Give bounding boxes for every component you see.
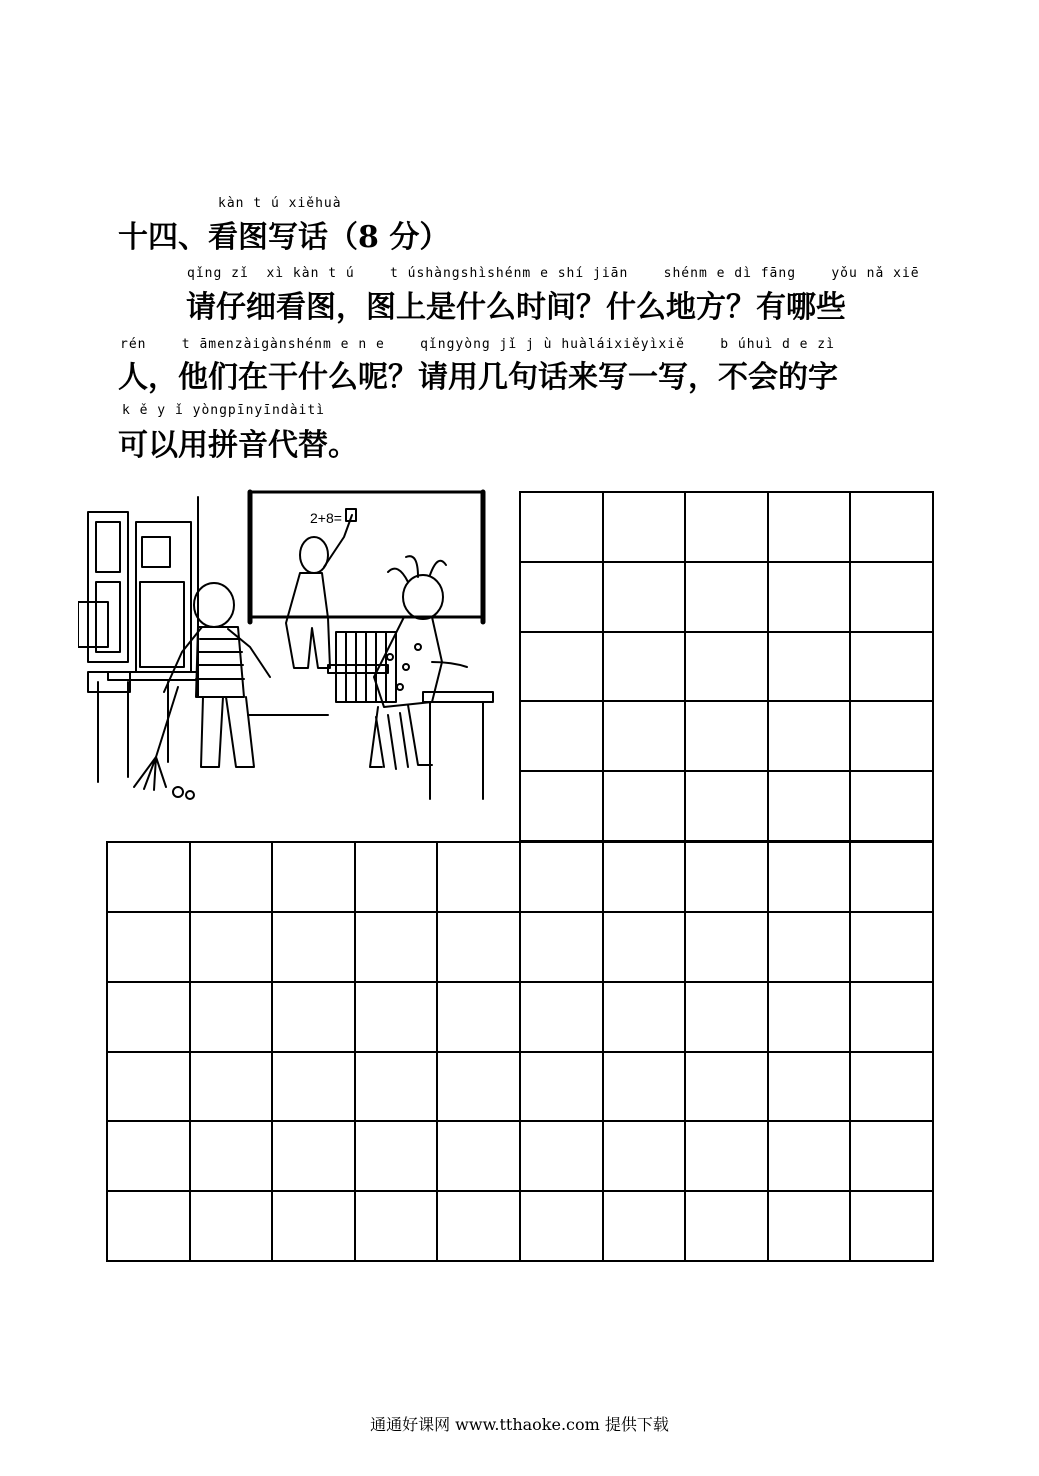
grid-cell[interactable]	[521, 493, 604, 563]
grid-cell[interactable]	[108, 843, 191, 913]
grid-cell[interactable]	[273, 1122, 356, 1192]
grid-cell[interactable]	[273, 983, 356, 1053]
grid-cell[interactable]	[521, 702, 604, 772]
instruction-pinyin-2: rén t āmenzàigànshénm e n e qǐngyòng jǐ j ù huàláixiěyìxiě b úhuì d e zì	[120, 337, 835, 352]
grid-cell[interactable]	[686, 913, 769, 983]
grid-cell[interactable]	[851, 702, 934, 772]
grid-cell[interactable]	[604, 1192, 687, 1262]
grid-cell[interactable]	[356, 1053, 439, 1123]
grid-cell[interactable]	[686, 702, 769, 772]
grid-cell[interactable]	[356, 1122, 439, 1192]
grid-cell[interactable]	[769, 772, 852, 842]
grid-cell[interactable]	[521, 1053, 604, 1123]
grid-cell[interactable]	[769, 1053, 852, 1123]
grid-cell[interactable]	[521, 843, 604, 913]
grid-cell[interactable]	[108, 1053, 191, 1123]
grid-cell[interactable]	[686, 1122, 769, 1192]
grid-cell[interactable]	[191, 913, 274, 983]
grid-cell[interactable]	[273, 913, 356, 983]
instruction-line-1: 请仔细看图，图上是什么时间？什么地方？有哪些	[186, 290, 846, 325]
grid-cell[interactable]	[356, 843, 439, 913]
grid-cell[interactable]	[686, 493, 769, 563]
grid-cell[interactable]	[851, 633, 934, 703]
grid-cell[interactable]	[769, 843, 852, 913]
grid-cell[interactable]	[851, 1122, 934, 1192]
writing-grid-top[interactable]	[519, 491, 934, 842]
grid-cell[interactable]	[769, 493, 852, 563]
footer-credit: 通通好课网 www.tthaoke.com 提供下载	[370, 1415, 669, 1434]
grid-cell[interactable]	[521, 563, 604, 633]
heading-pinyin: kàn t ú xiěhuà	[218, 196, 342, 211]
grid-cell[interactable]	[604, 702, 687, 772]
grid-cell[interactable]	[604, 633, 687, 703]
grid-cell[interactable]	[686, 563, 769, 633]
grid-cell[interactable]	[108, 1122, 191, 1192]
grid-cell[interactable]	[851, 563, 934, 633]
classroom-illustration	[78, 487, 498, 805]
grid-cell[interactable]	[686, 772, 769, 842]
grid-cell[interactable]	[521, 772, 604, 842]
grid-cell[interactable]	[438, 983, 521, 1053]
grid-cell[interactable]	[686, 1053, 769, 1123]
grid-cell[interactable]	[191, 1192, 274, 1262]
grid-cell[interactable]	[604, 1122, 687, 1192]
grid-cell[interactable]	[191, 983, 274, 1053]
grid-cell[interactable]	[521, 1192, 604, 1262]
grid-cell[interactable]	[438, 913, 521, 983]
grid-cell[interactable]	[438, 1053, 521, 1123]
grid-cell[interactable]	[438, 843, 521, 913]
grid-cell[interactable]	[851, 983, 934, 1053]
instruction-line-3: 可以用拼音代替。	[118, 428, 358, 463]
section-heading: 十四、看图写话（8 分）	[118, 220, 450, 255]
grid-cell[interactable]	[604, 843, 687, 913]
grid-cell[interactable]	[769, 983, 852, 1053]
grid-cell[interactable]	[851, 772, 934, 842]
grid-cell[interactable]	[851, 913, 934, 983]
writing-grid-bottom[interactable]	[106, 841, 934, 1262]
grid-cell[interactable]	[604, 1053, 687, 1123]
grid-cell[interactable]	[604, 493, 687, 563]
grid-cell[interactable]	[521, 633, 604, 703]
instruction-pinyin-3: k ě y ǐ yòngpīnyīndàitì	[122, 403, 326, 418]
grid-cell[interactable]	[686, 633, 769, 703]
grid-cell[interactable]	[851, 493, 934, 563]
grid-cell[interactable]	[604, 983, 687, 1053]
grid-cell[interactable]	[604, 563, 687, 633]
grid-cell[interactable]	[191, 843, 274, 913]
grid-cell[interactable]	[769, 1192, 852, 1262]
grid-cell[interactable]	[686, 983, 769, 1053]
grid-cell[interactable]	[851, 1192, 934, 1262]
grid-cell[interactable]	[438, 1192, 521, 1262]
grid-cell[interactable]	[438, 1122, 521, 1192]
grid-cell[interactable]	[521, 983, 604, 1053]
grid-cell[interactable]	[191, 1053, 274, 1123]
grid-cell[interactable]	[686, 1192, 769, 1262]
grid-cell[interactable]	[108, 1192, 191, 1262]
grid-cell[interactable]	[851, 843, 934, 913]
grid-cell[interactable]	[356, 913, 439, 983]
grid-cell[interactable]	[521, 1122, 604, 1192]
grid-cell[interactable]	[108, 983, 191, 1053]
grid-cell[interactable]	[686, 843, 769, 913]
grid-cell[interactable]	[108, 913, 191, 983]
grid-cell[interactable]	[356, 983, 439, 1053]
grid-cell[interactable]	[769, 633, 852, 703]
grid-cell[interactable]	[273, 1192, 356, 1262]
grid-cell[interactable]	[356, 1192, 439, 1262]
blackboard-equation: 2+8=	[310, 510, 342, 526]
grid-cell[interactable]	[769, 563, 852, 633]
grid-cell[interactable]	[851, 1053, 934, 1123]
grid-cell[interactable]	[273, 843, 356, 913]
instruction-line-2: 人，他们在干什么呢？请用几句话来写一写，不会的字	[118, 360, 838, 395]
grid-cell[interactable]	[273, 1053, 356, 1123]
grid-cell[interactable]	[769, 1122, 852, 1192]
grid-cell[interactable]	[191, 1122, 274, 1192]
instruction-pinyin-1: qǐng zǐ xì kàn t ú t úshàngshìshénm e shí jiān shénm e dì fāng yǒu nǎ xiē	[187, 266, 920, 281]
grid-cell[interactable]	[604, 913, 687, 983]
grid-cell[interactable]	[604, 772, 687, 842]
grid-cell[interactable]	[769, 913, 852, 983]
grid-cell[interactable]	[769, 702, 852, 772]
grid-cell[interactable]	[521, 913, 604, 983]
